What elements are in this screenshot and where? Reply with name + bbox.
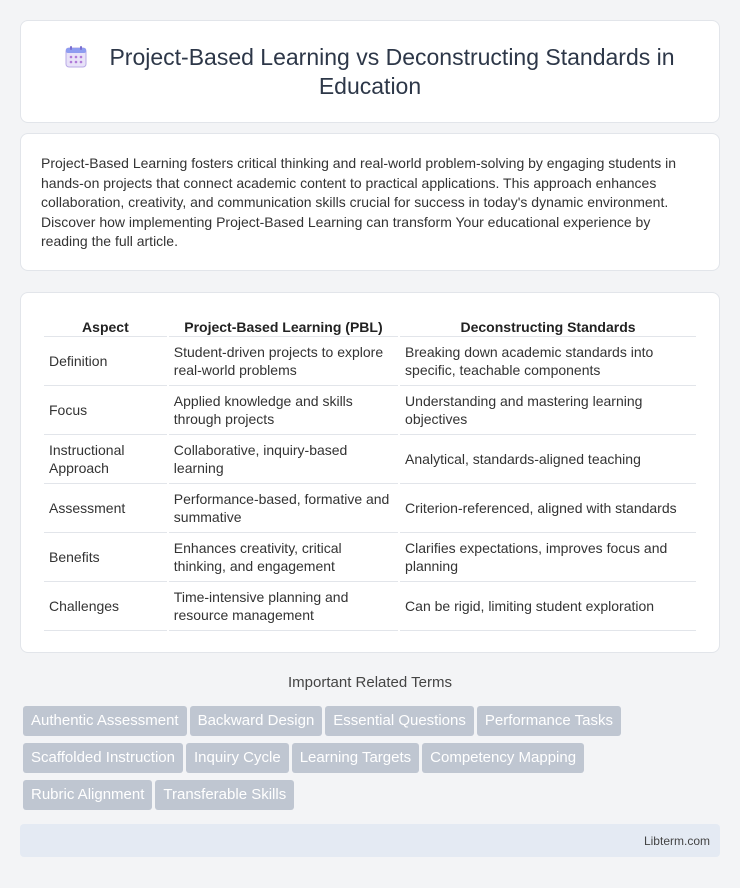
row-deconstructing: Criterion-referenced, aligned with standards <box>400 484 696 533</box>
related-terms-title: Important Related Terms <box>288 674 452 691</box>
row-deconstructing: Breaking down academic standards into specific, teachable components <box>400 337 696 386</box>
tag-row <box>23 743 723 780</box>
row-aspect: Assessment <box>44 484 167 533</box>
tag-learning-targets[interactable]: Learning Targets <box>292 743 419 773</box>
row-pbl: Applied knowledge and skills through projects <box>169 386 398 435</box>
tag-essential-questions[interactable]: Essential Questions <box>325 706 474 736</box>
row-aspect: Challenges <box>44 582 167 631</box>
row-pbl: Performance-based, formative and summative <box>169 484 398 533</box>
tag-competency-mapping[interactable]: Competency Mapping <box>422 743 584 773</box>
row-pbl: Student-driven projects to explore real-world problems <box>169 337 398 386</box>
page-title-block <box>21 43 719 101</box>
tag-scaffolded-instruction[interactable]: Scaffolded Instruction <box>23 743 183 773</box>
tag-rubric-alignment[interactable]: Rubric Alignment <box>23 780 152 810</box>
tag-row <box>23 706 723 743</box>
row-pbl: Enhances creativity, critical thinking, and engagement <box>169 533 398 582</box>
footer <box>20 824 720 857</box>
tag-transferable-skills[interactable]: Transferable Skills <box>155 780 294 810</box>
calendar-icon <box>65 46 87 68</box>
comparison-card <box>20 292 720 653</box>
page-title: Project-Based Learning vs Deconstructing Standards in Education <box>109 44 675 99</box>
header-aspect: Aspect <box>44 315 167 337</box>
table-row <box>44 582 696 631</box>
tag-authentic-assessment[interactable]: Authentic Assessment <box>23 706 187 736</box>
footer-site-link[interactable]: Libterm.com <box>643 834 710 848</box>
table-row <box>44 435 696 484</box>
table-header-row <box>44 315 696 337</box>
row-pbl: Time-intensive planning and resource management <box>169 582 398 631</box>
tag-inquiry-cycle[interactable]: Inquiry Cycle <box>186 743 289 773</box>
table-row <box>44 484 696 533</box>
header-pbl: Project-Based Learning (PBL) <box>169 315 398 337</box>
intro-card <box>20 133 720 271</box>
row-aspect: Benefits <box>44 533 167 582</box>
row-deconstructing: Understanding and mastering learning objectives <box>400 386 696 435</box>
tag-performance-tasks[interactable]: Performance Tasks <box>477 706 621 736</box>
row-pbl: Collaborative, inquiry-based learning <box>169 435 398 484</box>
table-row <box>44 386 696 435</box>
table-row <box>44 533 696 582</box>
row-aspect: Instructional Approach <box>44 435 167 484</box>
intro-text: Project-Based Learning fosters critical thinking and real-world problem-solving by engaging students in hands-on projects that connect academic content to practical applications. This approach enhances collaboration, creativity, and communication skills crucial for success in today's dynamic environment. Discover how implementing Project-Based Learning can transform Your educational experience by reading the full article. <box>41 155 677 249</box>
row-aspect: Focus <box>44 386 167 435</box>
title-card <box>20 20 720 123</box>
comparison-table <box>42 315 698 631</box>
tag-backward-design[interactable]: Backward Design <box>190 706 323 736</box>
tag-row <box>23 780 723 817</box>
row-deconstructing: Analytical, standards-aligned teaching <box>400 435 696 484</box>
table-row <box>44 337 696 386</box>
related-terms-list <box>23 706 723 817</box>
row-aspect: Definition <box>44 337 167 386</box>
row-deconstructing: Can be rigid, limiting student exploration <box>400 582 696 631</box>
header-deconstructing: Deconstructing Standards <box>400 315 696 337</box>
row-deconstructing: Clarifies expectations, improves focus and planning <box>400 533 696 582</box>
